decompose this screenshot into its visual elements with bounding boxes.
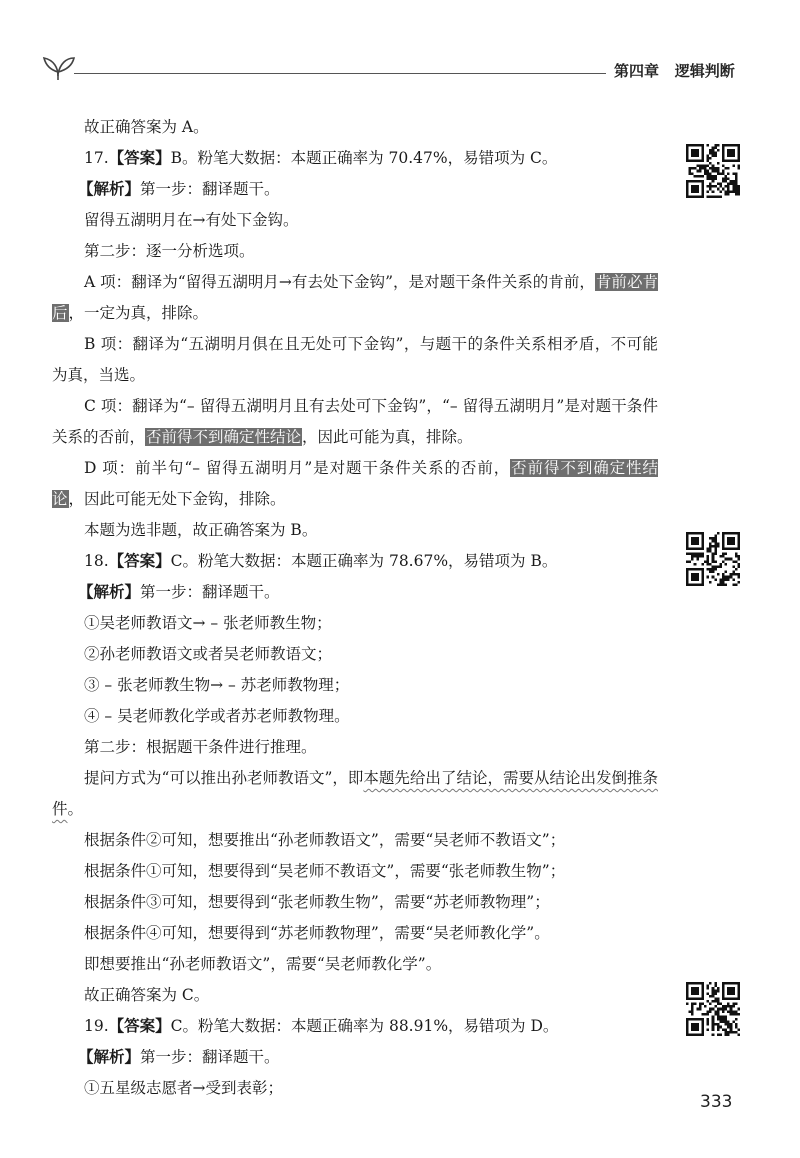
header-rule	[74, 73, 634, 74]
page-body	[52, 112, 658, 1104]
qr-code-icon[interactable]	[686, 532, 740, 586]
text-line	[52, 267, 658, 329]
line-text: 第一步：翻译题干。	[140, 1048, 280, 1066]
line-text: 提问方式为“可以推出孙老师教语文”，即	[84, 769, 364, 787]
bracket-label: 【解析】	[78, 180, 141, 198]
line-text: 第一步：翻译题干。	[140, 180, 280, 198]
text-line	[52, 608, 658, 639]
text-line	[52, 391, 658, 453]
line-text: B。粉笔大数据：本题正确率为 70.47%，易错项为 C。	[170, 149, 558, 167]
bracket-label: 【答案】	[108, 552, 171, 570]
qr-code-icon[interactable]	[686, 144, 740, 198]
line-text: C 项：翻译为“– 留得五湖明月且有去处可下金钩”，“– 留得五湖明月”是对题干条件关系的否前，	[52, 397, 658, 446]
text-line	[52, 670, 658, 701]
line-text-continued: ，一定为真，排除。	[68, 304, 209, 322]
text-line	[52, 236, 658, 267]
text-line	[52, 546, 658, 577]
line-text: 根据条件③可知，想要得到“张老师教生物”，需要“苏老师教物理”；	[84, 893, 550, 911]
text-line	[52, 515, 658, 546]
wavy-underline-text: 本题先给出了结论，需要从结论出发倒推条件	[52, 769, 658, 818]
text-line	[52, 763, 658, 825]
line-text: 留得五湖明月在→有处下金钩。	[84, 211, 299, 229]
highlight-text: 否前得不到确定性结论	[146, 428, 302, 446]
question-number: 17.	[84, 149, 109, 167]
line-text: A 项：翻译为“留得五湖明月→有去处下金钩”，是对题干条件关系的肯前，	[84, 273, 595, 291]
text-line	[52, 856, 658, 887]
bracket-label: 【答案】	[108, 1017, 171, 1035]
text-line	[52, 887, 658, 918]
line-text: 根据条件②可知，想要推出“孙老师教语文”，需要“吴老师不教语文”；	[84, 831, 566, 849]
text-line	[52, 329, 658, 391]
text-line	[52, 1011, 658, 1042]
leaf-sprout-icon	[40, 50, 76, 80]
chapter-number: 第四章	[614, 62, 660, 80]
bracket-label: 【解析】	[78, 1048, 141, 1066]
highlight-text: 肯前必肯后	[52, 273, 658, 322]
line-text: 即想要推出“孙老师教语文”，需要“吴老师教化学”。	[84, 955, 442, 973]
line-text: ①五星级志愿者→受到表彰；	[84, 1079, 283, 1097]
line-text: 第二步：根据题干条件进行推理。	[84, 738, 317, 756]
text-line	[52, 174, 658, 205]
text-line	[52, 980, 658, 1011]
question-number: 19.	[84, 1017, 109, 1035]
text-line	[52, 577, 658, 608]
text-line	[52, 701, 658, 732]
text-line	[52, 112, 658, 143]
bracket-label: 【解析】	[78, 583, 141, 601]
line-text: ④ – 吴老师教化学或者苏老师教物理。	[84, 707, 350, 725]
line-text-continued: ，因此可能无处下金钩，排除。	[68, 490, 286, 508]
line-text: 故正确答案为 C。	[84, 986, 210, 1004]
text-line	[52, 1042, 658, 1073]
text-line	[52, 143, 658, 174]
text-line	[52, 918, 658, 949]
bracket-label: 【答案】	[108, 149, 171, 167]
text-line	[52, 1073, 658, 1104]
line-text: C。粉笔大数据：本题正确率为 88.91%，易错项为 D。	[170, 1017, 559, 1035]
question-number: 18.	[84, 552, 109, 570]
chapter-title	[606, 60, 784, 81]
line-text: 第一步：翻译题干。	[140, 583, 280, 601]
text-line	[52, 205, 658, 236]
text-line	[52, 825, 658, 856]
line-text: ③ – 张老师教生物→ – 苏老师教物理；	[84, 676, 350, 694]
line-text: 根据条件④可知，想要得到“苏老师教物理”，需要“吴老师教化学”。	[84, 924, 550, 942]
line-text: 本题为选非题，故正确答案为 B。	[84, 521, 318, 539]
line-text: D 项：前半句“– 留得五湖明月”是对题干条件关系的否前，	[84, 459, 511, 477]
page-header	[40, 50, 740, 90]
line-text: ①吴老师教语文→ – 张老师教生物；	[84, 614, 332, 632]
line-text: 第二步：逐一分析选项。	[84, 242, 255, 260]
line-text: ②孙老师教语文或者吴老师教语文；	[84, 645, 333, 663]
text-line	[52, 453, 658, 515]
line-text-continued: ，因此可能为真，排除。	[302, 428, 473, 446]
highlight-text: 否前得不到确定性结论	[52, 459, 658, 508]
page-number: 333	[700, 1092, 733, 1112]
line-text: C。粉笔大数据：本题正确率为 78.67%，易错项为 B。	[170, 552, 558, 570]
line-text: B 项：翻译为“五湖明月俱在且无处可下金钩”，与题干的条件关系相矛盾，不可能为真，当选。	[52, 335, 658, 384]
text-line	[52, 949, 658, 980]
text-line	[52, 639, 658, 670]
qr-code-icon[interactable]	[686, 982, 740, 1036]
section-title: 逻辑判断	[674, 62, 735, 80]
text-line	[52, 732, 658, 763]
line-text: 根据条件①可知，想要得到“吴老师不教语文”，需要“张老师教生物”；	[84, 862, 566, 880]
line-text-continued: 。	[67, 800, 84, 818]
line-text: 故正确答案为 A。	[84, 118, 209, 136]
